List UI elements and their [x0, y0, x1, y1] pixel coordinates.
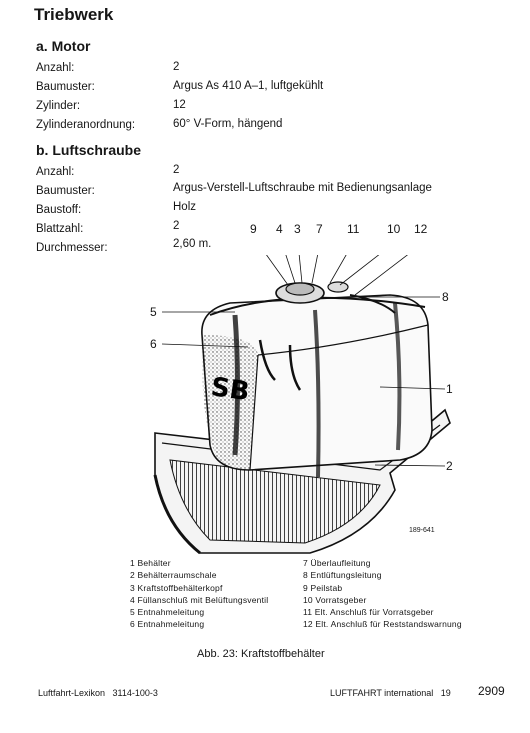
callout-5: 5	[150, 305, 157, 319]
callout-12: 12	[414, 222, 428, 236]
motor-value-anzahl: 2	[173, 61, 180, 73]
legend-item: 2 Behälterraumschale	[130, 570, 217, 581]
figure-caption: Abb. 23: Kraftstoffbehälter	[197, 648, 325, 660]
legend-item: 12 Elt. Anschluß für Reststandswarnung	[303, 619, 462, 630]
callout-6: 6	[150, 337, 157, 351]
ls-label-baustoff: Baustoff:	[36, 204, 82, 216]
callout-10: 10	[387, 222, 401, 236]
callout-8: 8	[442, 290, 449, 304]
ls-label-baumuster: Baumuster:	[36, 185, 95, 197]
figure-legend-left	[130, 557, 268, 631]
callout-11: 11	[347, 222, 360, 236]
ls-label-anzahl: Anzahl:	[36, 166, 75, 178]
drawing-number: 189-641	[409, 527, 435, 534]
legend-item: 1 Behälter	[130, 558, 171, 568]
motor-label-anzahl: Anzahl:	[36, 62, 75, 74]
legend-item: 8 Entlüftungsleitung	[303, 570, 382, 581]
luftschraube-heading: b. Luftschraube	[36, 142, 142, 158]
footer-left: Luftfahrt-Lexikon 3114-100-3	[38, 688, 158, 698]
page-title: Triebwerk	[34, 5, 114, 24]
motor-label-zylinderanordnung: Zylinderanordnung:	[36, 119, 136, 131]
ls-value-baustoff: Holz	[173, 201, 197, 213]
tank-body	[202, 282, 432, 477]
ls-value-durchmesser: 2,60 m.	[173, 238, 212, 250]
footer-right: LUFTFAHRT international 19	[330, 688, 451, 698]
callout-9: 9	[250, 222, 257, 236]
callout-7: 7	[316, 222, 323, 236]
callout-4: 4	[276, 222, 283, 236]
tank-marking-text: SB	[209, 372, 252, 408]
motor-label-zylinder: Zylinder:	[36, 100, 81, 112]
motor-label-baumuster: Baumuster:	[36, 81, 95, 93]
callout-1: 1	[446, 382, 453, 396]
page-number: 2909	[478, 684, 505, 698]
callout-3: 3	[294, 222, 301, 236]
motor-value-zylinderanordnung: 60° V-Form, hängend	[173, 118, 283, 130]
fuel-tank-illustration	[140, 255, 480, 565]
ls-value-anzahl: 2	[173, 164, 180, 176]
legend-item: 3 Kraftstoffbehälterkopf	[130, 582, 223, 593]
figure-legend-right	[303, 557, 462, 631]
legend-item: 10 Vorratsgeber	[303, 594, 367, 605]
legend-item: 4 Füllanschluß mit Belüftungsventil	[130, 594, 269, 605]
legend-item: 7 Überlaufleitung	[303, 558, 371, 568]
motor-heading: a. Motor	[36, 38, 91, 54]
ls-value-blattzahl: 2	[173, 220, 180, 232]
ls-label-durchmesser: Durchmesser:	[36, 242, 108, 254]
legend-item: 6 Entnahmeleitung	[130, 619, 205, 630]
legend-item: 9 Peilstab	[303, 582, 343, 593]
legend-item: 5 Entnahmeleitung	[130, 607, 205, 618]
legend-item: 11 Elt. Anschluß für Vorratsgeber	[303, 607, 434, 618]
ls-label-blattzahl: Blattzahl:	[36, 223, 84, 235]
callout-2: 2	[446, 459, 453, 473]
motor-value-baumuster: Argus As 410 A–1, luftgekühlt	[173, 80, 324, 92]
motor-value-zylinder: 12	[173, 99, 186, 111]
ls-value-baumuster: Argus-Verstell-Luftschraube mit Bedienungsanlage	[173, 182, 432, 194]
